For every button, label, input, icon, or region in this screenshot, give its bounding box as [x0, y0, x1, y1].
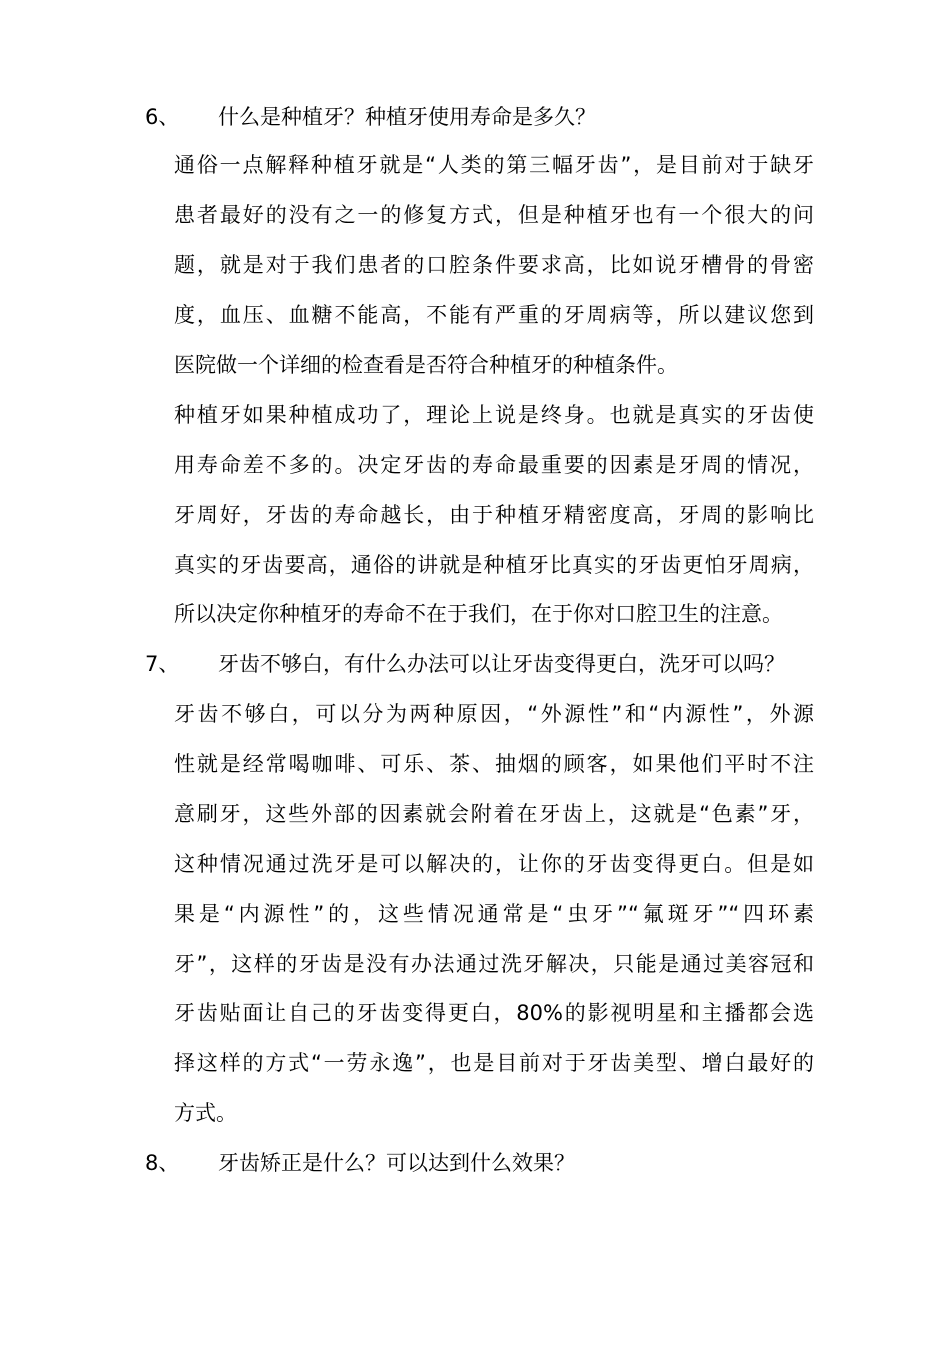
paragraph-line: 患者最好的没有之一的修复方式，但是种植牙也有一个很大的问: [174, 203, 814, 227]
paragraph-line: 题，就是对于我们患者的口腔条件要求高，比如说牙槽骨的骨密: [174, 253, 814, 277]
paragraph-line: 牙周好，牙齿的寿命越长，由于种植牙精密度高，牙周的影响比: [174, 503, 814, 527]
paragraph-line: 通俗一点解释种植牙就是“人类的第三幅牙齿”，是目前对于缺牙: [174, 153, 814, 177]
paragraph-line: 果是“内源性”的，这些情况通常是“虫牙”“氟斑牙”“四环素: [174, 902, 814, 926]
paragraph-line: 所以决定你种植牙的寿命不在于我们，在于你对口腔卫生的注意。: [174, 602, 783, 626]
section-7-question: 牙齿不够白，有什么办法可以让牙齿变得更白，洗牙可以吗？: [218, 652, 785, 676]
section-6-number: 6、: [145, 105, 180, 129]
section-6-question: 什么是种植牙？种植牙使用寿命是多久？: [218, 105, 596, 129]
section-8-number: 8、: [145, 1151, 180, 1175]
section-7-number: 7、: [145, 652, 180, 676]
paragraph-line: 择这样的方式“一劳永逸”，也是目前对于牙齿美型、增白最好的: [174, 1051, 814, 1075]
paragraph-line: 这种情况通过洗牙是可以解决的，让你的牙齿变得更白。但是如: [174, 852, 814, 876]
paragraph-line: 真实的牙齿要高，通俗的讲就是种植牙比真实的牙齿更怕牙周病，: [174, 553, 814, 577]
paragraph-line: 性就是经常喝咖啡、可乐、茶、抽烟的顾客，如果他们平时不注: [174, 752, 814, 776]
paragraph-line: 牙齿贴面让自己的牙齿变得更白，80%的影视明星和主播都会选: [174, 1001, 814, 1025]
paragraph-line: 度，血压、血糖不能高，不能有严重的牙周病等，所以建议您到: [174, 303, 814, 327]
paragraph-line: 方式。: [174, 1101, 237, 1125]
paragraph-line: 牙齿不够白，可以分为两种原因，“外源性”和“内源性”，外源: [174, 702, 814, 726]
section-8-question: 牙齿矫正是什么？可以达到什么效果？: [218, 1151, 575, 1175]
paragraph-line: 用寿命差不多的。决定牙齿的寿命最重要的因素是牙周的情况，: [174, 453, 814, 477]
paragraph-line: 医院做一个详细的检查看是否符合种植牙的种植条件。: [174, 353, 678, 377]
paragraph-line: 种植牙如果种植成功了，理论上说是终身。也就是真实的牙齿使: [174, 403, 814, 427]
paragraph-line: 牙”，这样的牙齿是没有办法通过洗牙解决，只能是通过美容冠和: [174, 952, 814, 976]
paragraph-line: 意刷牙，这些外部的因素就会附着在牙齿上，这就是“色素”牙，: [174, 802, 814, 826]
